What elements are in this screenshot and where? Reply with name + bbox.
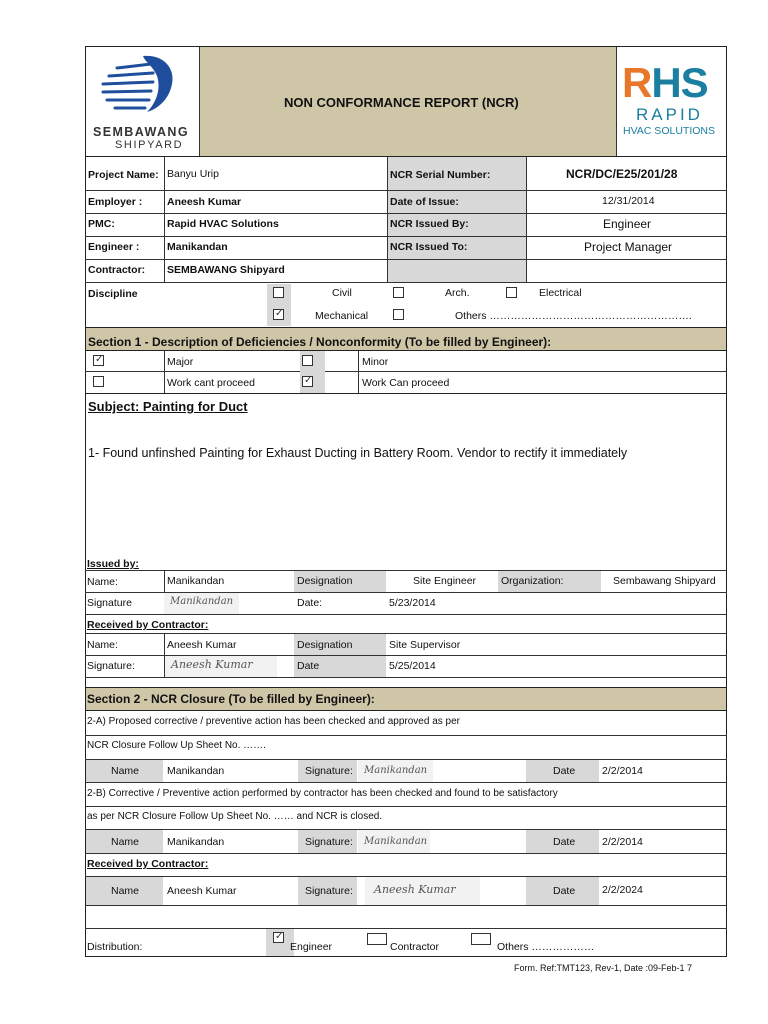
row-b-signature-image: Manikandan (364, 836, 428, 847)
row-a-date-value: 2/2/2014 (602, 765, 643, 777)
rhs-hvac: HVAC SOLUTIONS (623, 125, 715, 137)
issued-org-value: Sembawang Shipyard (613, 575, 716, 587)
pmc-value: Rapid HVAC Solutions (167, 218, 279, 230)
engineer-value: Manikandan (167, 241, 228, 253)
issued-signature-label: Signature (87, 597, 132, 609)
cant-proceed-checkbox[interactable] (93, 376, 104, 387)
deficiency-description: 1- Found unfinshed Painting for Exhaust Ducting in Battery Room. Vendor to rectify it immediately (88, 446, 628, 460)
sembawang-logo (95, 52, 195, 152)
section2-received-heading: Received by Contractor: (87, 858, 209, 870)
section2-line-b1: 2-B) Corrective / Preventive action performed by contractor has been checked and found to be satisfactory (87, 788, 558, 799)
form-reference: Form. Ref:TMT123, Rev-1, Date :09-Feb-1 7 (514, 963, 693, 973)
date-issue-value: 12/31/2014 (602, 195, 655, 207)
contractor-label: Contractor: (88, 264, 146, 276)
row-a-date-label: Date (553, 765, 576, 777)
arch-label: Arch. (445, 287, 470, 299)
received-signature-label: Signature: (87, 660, 135, 672)
major-checkbox[interactable] (93, 355, 104, 366)
distribution-others-checkbox[interactable] (471, 933, 491, 945)
others-label: Others …………………………………………………. (455, 310, 692, 322)
issued-to-label: NCR Issued To: (390, 241, 468, 253)
serial-value: NCR/DC/E25/201/28 (566, 167, 678, 181)
distribution-engineer-label: Engineer (290, 941, 333, 953)
row-c-name-value: Aneesh Kumar (167, 885, 237, 897)
employer-label: Employer : (88, 196, 143, 208)
issued-to-value: Project Manager (584, 240, 673, 254)
received-date-value: 5/25/2014 (389, 660, 436, 672)
received-designation-label: Designation (297, 639, 353, 651)
row-b-name-label: Name (111, 836, 140, 848)
subject-heading: Subject: Painting for Duct (88, 399, 248, 414)
distribution-contractor-checkbox[interactable] (367, 933, 387, 945)
row-a-name-value: Manikandan (167, 765, 225, 777)
serial-label: NCR Serial Number: (390, 169, 491, 181)
row-b-date-label: Date (553, 836, 576, 848)
minor-checkbox[interactable] (302, 355, 313, 366)
row-c-name-label: Name (111, 885, 140, 897)
received-name-value: Aneesh Kumar (167, 639, 237, 651)
arch-checkbox[interactable] (393, 287, 404, 298)
distribution-contractor-label: Contractor (390, 941, 440, 953)
row-c-signature-label: Signature: (305, 885, 353, 897)
electrical-label: Electrical (539, 287, 582, 299)
row-b-name-value: Manikandan (167, 836, 225, 848)
row-a-signature-image: Manikandan (364, 765, 428, 776)
mechanical-checkbox[interactable] (273, 309, 284, 320)
discipline-label: Discipline (88, 288, 138, 300)
received-designation-value: Site Supervisor (389, 639, 461, 651)
report-title: NON CONFORMANCE REPORT (NCR) (284, 95, 519, 110)
distribution-engineer-checkbox[interactable] (273, 932, 284, 943)
row-b-signature-label: Signature: (305, 836, 353, 848)
section2-line-a1: 2-A) Proposed corrective / preventive action has been checked and approved as per (87, 716, 460, 727)
sembawang-sub: SHIPYARD (115, 139, 184, 151)
received-signature-image: Aneesh Kumar (171, 658, 253, 671)
rhs-mark: RHS (622, 59, 708, 106)
row-c-date-value: 2/2/2024 (602, 884, 643, 896)
received-date-label: Date (297, 660, 320, 672)
issued-by-label: NCR Issued By: (390, 218, 469, 230)
civil-label: Civil (332, 287, 352, 299)
row-a-signature-label: Signature: (305, 765, 353, 777)
distribution-others-label: Others ……………… (497, 941, 595, 953)
civil-checkbox[interactable] (273, 287, 284, 298)
received-name-label: Name: (87, 639, 118, 651)
row-a-name-label: Name (111, 765, 140, 777)
can-proceed-checkbox[interactable] (302, 376, 313, 387)
project-value: Banyu Urip (167, 168, 219, 180)
section1-title: Section 1 - Description of Deficiencies / Nonconformity (To be filled by Engineer): (88, 335, 552, 349)
others-checkbox[interactable] (393, 309, 404, 320)
project-label: Project Name: (88, 169, 159, 181)
issued-date-label: Date: (297, 597, 323, 609)
issued-name-label: Name: (87, 576, 118, 588)
distribution-label: Distribution: (87, 941, 143, 953)
section2-line-b2: as per NCR Closure Follow Up Sheet No. …… and NCR is closed. (87, 811, 383, 822)
can-proceed-label: Work Can proceed (362, 377, 450, 389)
issued-designation-value: Site Engineer (413, 575, 477, 587)
rhs-logo (620, 59, 725, 142)
received-heading: Received by Contractor: (87, 619, 209, 631)
sembawang-name: SEMBAWANG (93, 125, 189, 139)
major-label: Major (167, 356, 194, 368)
sembawang-emblem-icon (95, 52, 195, 122)
engineer-label: Engineer : (88, 241, 140, 253)
issued-date-value: 5/23/2014 (389, 597, 436, 609)
issued-signature-image: Manikandan (170, 596, 234, 607)
employer-value: Aneesh Kumar (167, 196, 242, 208)
row-c-date-label: Date (553, 885, 576, 897)
mechanical-label: Mechanical (315, 310, 369, 322)
section2-title: Section 2 - NCR Closure (To be filled by Engineer): (87, 692, 375, 706)
rhs-rapid: RAPID (636, 105, 703, 124)
issued-by-value: Engineer (603, 217, 652, 231)
cant-proceed-label: Work cant proceed (167, 377, 255, 389)
issued-org-label: Organization: (501, 575, 564, 587)
row-c-signature-image: Aneesh Kumar (374, 883, 456, 896)
issued-by-heading: Issued by: (87, 558, 139, 570)
issued-name-value: Manikandan (167, 575, 225, 587)
electrical-checkbox[interactable] (506, 287, 517, 298)
date-issue-label: Date of Issue: (390, 196, 459, 208)
pmc-label: PMC: (88, 218, 115, 230)
issued-designation-label: Designation (297, 575, 353, 587)
contractor-value: SEMBAWANG Shipyard (167, 264, 285, 276)
row-b-date-value: 2/2/2014 (602, 836, 643, 848)
minor-label: Minor (362, 356, 389, 368)
section2-line-a2: NCR Closure Follow Up Sheet No. ……. (87, 740, 266, 751)
